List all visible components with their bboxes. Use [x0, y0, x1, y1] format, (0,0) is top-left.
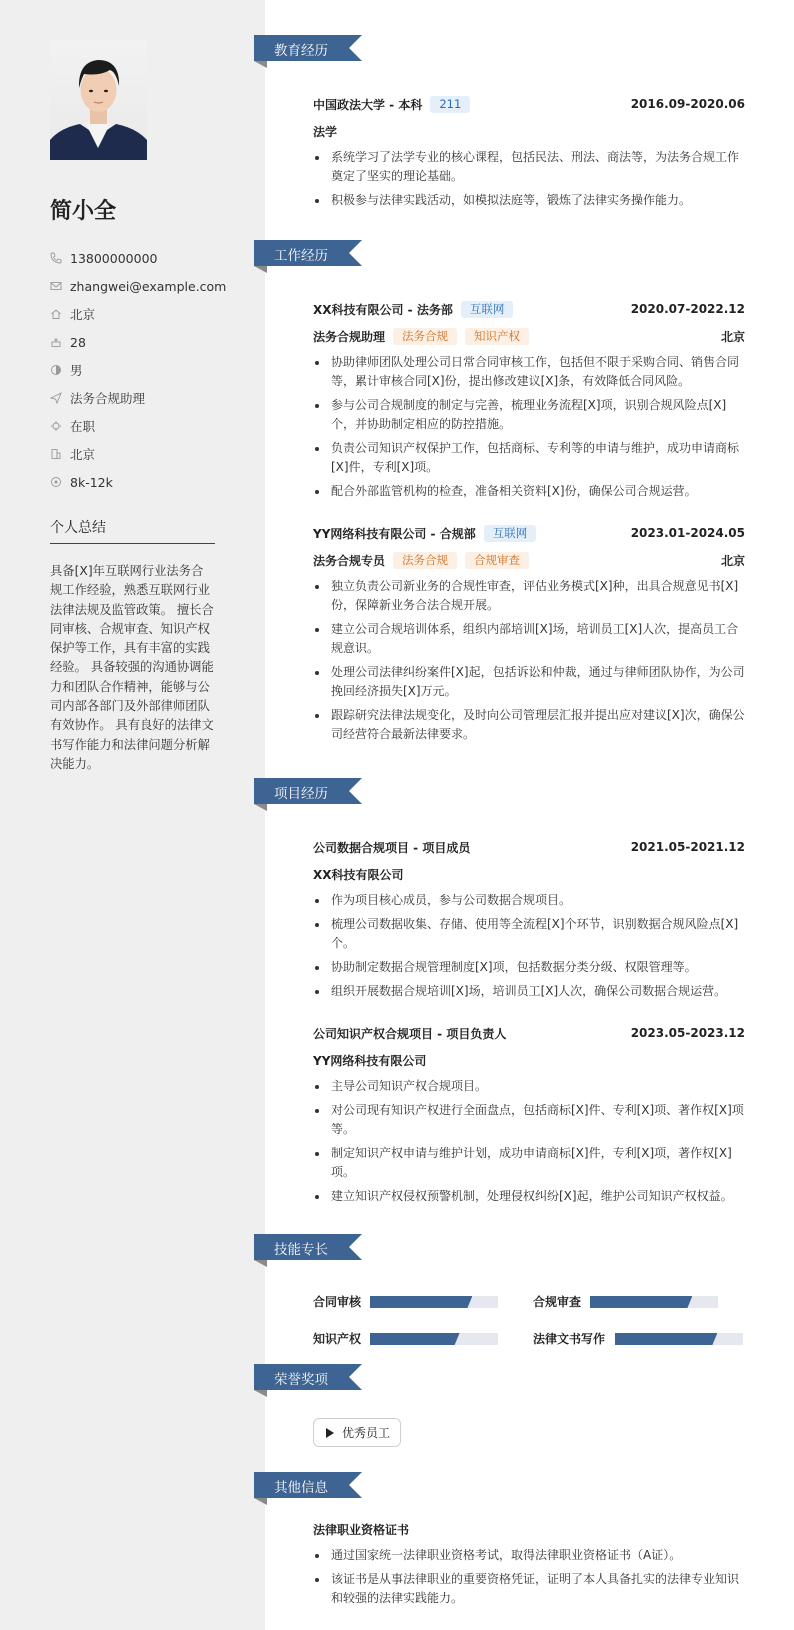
section-tag-honors	[254, 1364, 362, 1390]
summary-title: 个人总结	[50, 520, 106, 536]
list-item: 梳理公司数据收集、存储、使用等全流程[X]个环节，识别数据合规风险点[X]个。	[313, 915, 745, 953]
sidebar	[0, 0, 265, 1630]
building-icon	[50, 448, 70, 460]
salary-icon	[50, 476, 70, 488]
work-location: 北京	[720, 553, 745, 568]
list-item: 通过国家统一法律职业资格考试，取得法律职业资格证书（A证）。	[313, 1546, 745, 1565]
entry-header	[313, 522, 745, 544]
tag-badge: 法务合规	[393, 552, 457, 569]
info-value: 北京	[70, 307, 96, 322]
role-title: 法务合规专员	[313, 553, 386, 568]
list-item: 组织开展数据合规培训[X]场，培训员工[X]人次，确保公司数据合规运营。	[313, 982, 745, 1001]
info-position	[50, 384, 250, 412]
info-value: 男	[70, 363, 83, 378]
other-entry	[313, 1518, 745, 1613]
entry-date: 2020.07-2022.12	[630, 302, 745, 316]
skill-fill	[370, 1296, 472, 1308]
work-entry	[313, 522, 745, 749]
list-item: 作为项目核心成员，参与公司数据合规项目。	[313, 891, 745, 910]
section-title: 教育经历	[274, 43, 328, 59]
section-tag-work	[254, 240, 362, 266]
send-icon	[50, 392, 70, 404]
entry-date: 2021.05-2021.12	[630, 840, 745, 854]
status-icon	[50, 420, 70, 432]
list-item: 该证书是从事法律职业的重要资格凭证，证明了本人具备扎实的法律专业知识和较强的法律实践能力。	[313, 1570, 745, 1608]
list-item: 协助律师团队处理公司日常合同审核工作，包括但不限于采购合同、销售合同等，累计审核合同[X]份，提出修改建议[X]条，有效降低合同风险。	[313, 353, 745, 391]
info-value: 在职	[70, 419, 96, 434]
industry-badge: 互联网	[461, 301, 514, 318]
info-city	[50, 300, 250, 328]
info-value: 法务合规助理	[70, 391, 146, 406]
section-title: 荣誉奖项	[274, 1372, 328, 1388]
list-item: 配合外部监管机构的检查，准备相关资料[X]份，确保公司合规运营。	[313, 482, 745, 501]
industry-badge: 互联网	[484, 525, 537, 542]
project-entry	[313, 836, 745, 1006]
entry-header	[313, 1022, 745, 1044]
education-entry	[313, 93, 745, 215]
project-org: YY网络科技有限公司	[313, 1053, 427, 1068]
skill-name: 知识产权	[313, 1331, 362, 1346]
entry-date: 2016.09-2020.06	[630, 97, 745, 111]
skill-bar	[590, 1296, 718, 1308]
info-value: 13800000000	[70, 250, 158, 266]
list-item: 积极参与法律实践活动，如模拟法庭等，锻炼了法律实务操作能力。	[313, 191, 745, 210]
company-name: XX科技有限公司 - 法务部	[313, 302, 453, 317]
bullet-list	[313, 148, 745, 210]
company-name: YY网络科技有限公司 - 合规部	[313, 526, 476, 541]
gender-icon	[50, 364, 70, 376]
list-item: 处理公司法律纠纷案件[X]起，包括诉讼和仲裁，通过与律师团队协作，为公司挽回经济损失[X]万元。	[313, 663, 745, 701]
phone-icon	[50, 252, 70, 264]
age-icon	[50, 336, 70, 348]
list-item: 对公司现有知识产权进行全面盘点，包括商标[X]件、专利[X]项、著作权[X]项等。	[313, 1101, 745, 1139]
project-entry	[313, 1022, 745, 1211]
tag-badge: 知识产权	[465, 328, 529, 345]
role-title: 法务合规助理	[313, 329, 386, 344]
skill-name: 合规审查	[533, 1294, 582, 1309]
entry-date: 2023.01-2024.05	[630, 526, 745, 540]
project-title: 公司知识产权合规项目 - 项目负责人	[313, 1026, 507, 1041]
list-item: 跟踪研究法律法规变化，及时向公司管理层汇报并提出应对建议[X]次，确保公司经营符合最新法律要求。	[313, 706, 745, 744]
list-item: 独立负责公司新业务的合规性审查，评估业务模式[X]种，出具合规意见书[X]份，保障新业务合法合规开展。	[313, 577, 745, 615]
skill-item	[533, 1330, 605, 1346]
skill-item	[313, 1330, 361, 1346]
skill-item	[313, 1293, 361, 1309]
work-entry	[313, 298, 745, 506]
entry-header	[313, 836, 745, 858]
mail-icon	[50, 280, 70, 292]
skill-fill	[615, 1333, 717, 1345]
section-tag-skills	[254, 1234, 362, 1260]
project-title: 公司数据合规项目 - 项目成员	[313, 840, 471, 855]
info-value: 8k-12k	[70, 474, 113, 490]
list-item: 主导公司知识产权合规项目。	[313, 1077, 745, 1096]
award-item[interactable]	[313, 1418, 401, 1447]
info-phone	[50, 244, 250, 272]
role-row	[313, 549, 745, 571]
bullet-list	[313, 891, 745, 1001]
info-gender	[50, 356, 250, 384]
school-name: 中国政法大学 - 本科	[313, 97, 423, 112]
section-title: 项目经历	[274, 786, 328, 802]
section-tag-project	[254, 778, 362, 804]
bullet-list	[313, 353, 745, 501]
skill-name: 合同审核	[313, 1294, 362, 1309]
section-tag-other	[254, 1472, 362, 1498]
skill-name: 法律文书写作	[533, 1331, 606, 1346]
info-email	[50, 272, 250, 300]
major: 法学	[313, 124, 338, 139]
role-row	[313, 325, 745, 347]
candidate-name: 简小全	[50, 199, 117, 224]
school-badge: 211	[430, 96, 470, 113]
info-salary	[50, 468, 250, 496]
section-title: 技能专长	[274, 1242, 328, 1258]
section-title: 工作经历	[274, 248, 328, 264]
entry-header	[313, 93, 745, 115]
certificate-title: 法律职业资格证书	[313, 1522, 410, 1537]
list-item: 建立知识产权侵权预警机制，处理侵权纠纷[X]起，维护公司知识产权权益。	[313, 1187, 745, 1206]
section-tag-education	[254, 35, 362, 61]
skill-bar	[615, 1333, 743, 1345]
tag-badge: 合规审查	[465, 552, 529, 569]
contact-info	[50, 244, 250, 496]
work-location: 北京	[720, 329, 745, 344]
section-title: 其他信息	[274, 1480, 328, 1496]
list-item: 制定知识产权申请与维护计划，成功申请商标[X]件，专利[X]项，著作权[X]项。	[313, 1144, 745, 1182]
profile-photo	[50, 40, 147, 160]
info-location	[50, 440, 250, 468]
summary-divider	[50, 543, 215, 544]
list-item: 负责公司知识产权保护工作，包括商标、专利等的申请与维护，成功申请商标[X]件，专利[X]项。	[313, 439, 745, 477]
info-age	[50, 328, 250, 356]
info-status	[50, 412, 250, 440]
skill-bar	[370, 1333, 498, 1345]
entry-date: 2023.05-2023.12	[630, 1026, 745, 1040]
info-value: 北京	[70, 447, 96, 462]
list-item: 协助制定数据合规管理制度[X]项，包括数据分类分级、权限管理等。	[313, 958, 745, 977]
skill-fill	[590, 1296, 692, 1308]
home-icon	[50, 308, 70, 320]
info-value: zhangwei@example.com	[70, 278, 227, 294]
list-item: 系统学习了法学专业的核心课程，包括民法、刑法、商法等，为法务合规工作奠定了坚实的理论基础。	[313, 148, 745, 186]
skill-bar	[370, 1296, 498, 1308]
summary-text: 具备[X]年互联网行业法务合规工作经验，熟悉互联网行业法律法规及监管政策。 擅长合同审核、合规审查、知识产权保护等工作，具有丰富的实践经验。 具备较强的沟通协调能力和团队合作精神，能够与公司内部各部门及外部律师团队有效协作。 具有良好的法律文书写作能力和法律问题分析解决能力。	[50, 564, 214, 771]
list-item: 参与公司合规制度的制定与完善，梳理业务流程[X]项，识别合规风险点[X]个，并协助制定相应的防控措施。	[313, 396, 745, 434]
play-icon	[326, 1428, 334, 1438]
entry-header	[313, 298, 745, 320]
tag-badge: 法务合规	[393, 328, 457, 345]
project-org: XX科技有限公司	[313, 867, 404, 882]
bullet-list	[313, 1077, 745, 1206]
skill-fill	[370, 1333, 460, 1345]
bullet-list	[313, 1546, 745, 1608]
list-item: 建立公司合规培训体系，组织内部培训[X]场，培训员工[X]人次，提高员工合规意识。	[313, 620, 745, 658]
info-value: 28	[70, 334, 86, 350]
award-label: 优秀员工	[342, 1426, 391, 1440]
bullet-list	[313, 577, 745, 744]
skill-item	[533, 1293, 581, 1309]
